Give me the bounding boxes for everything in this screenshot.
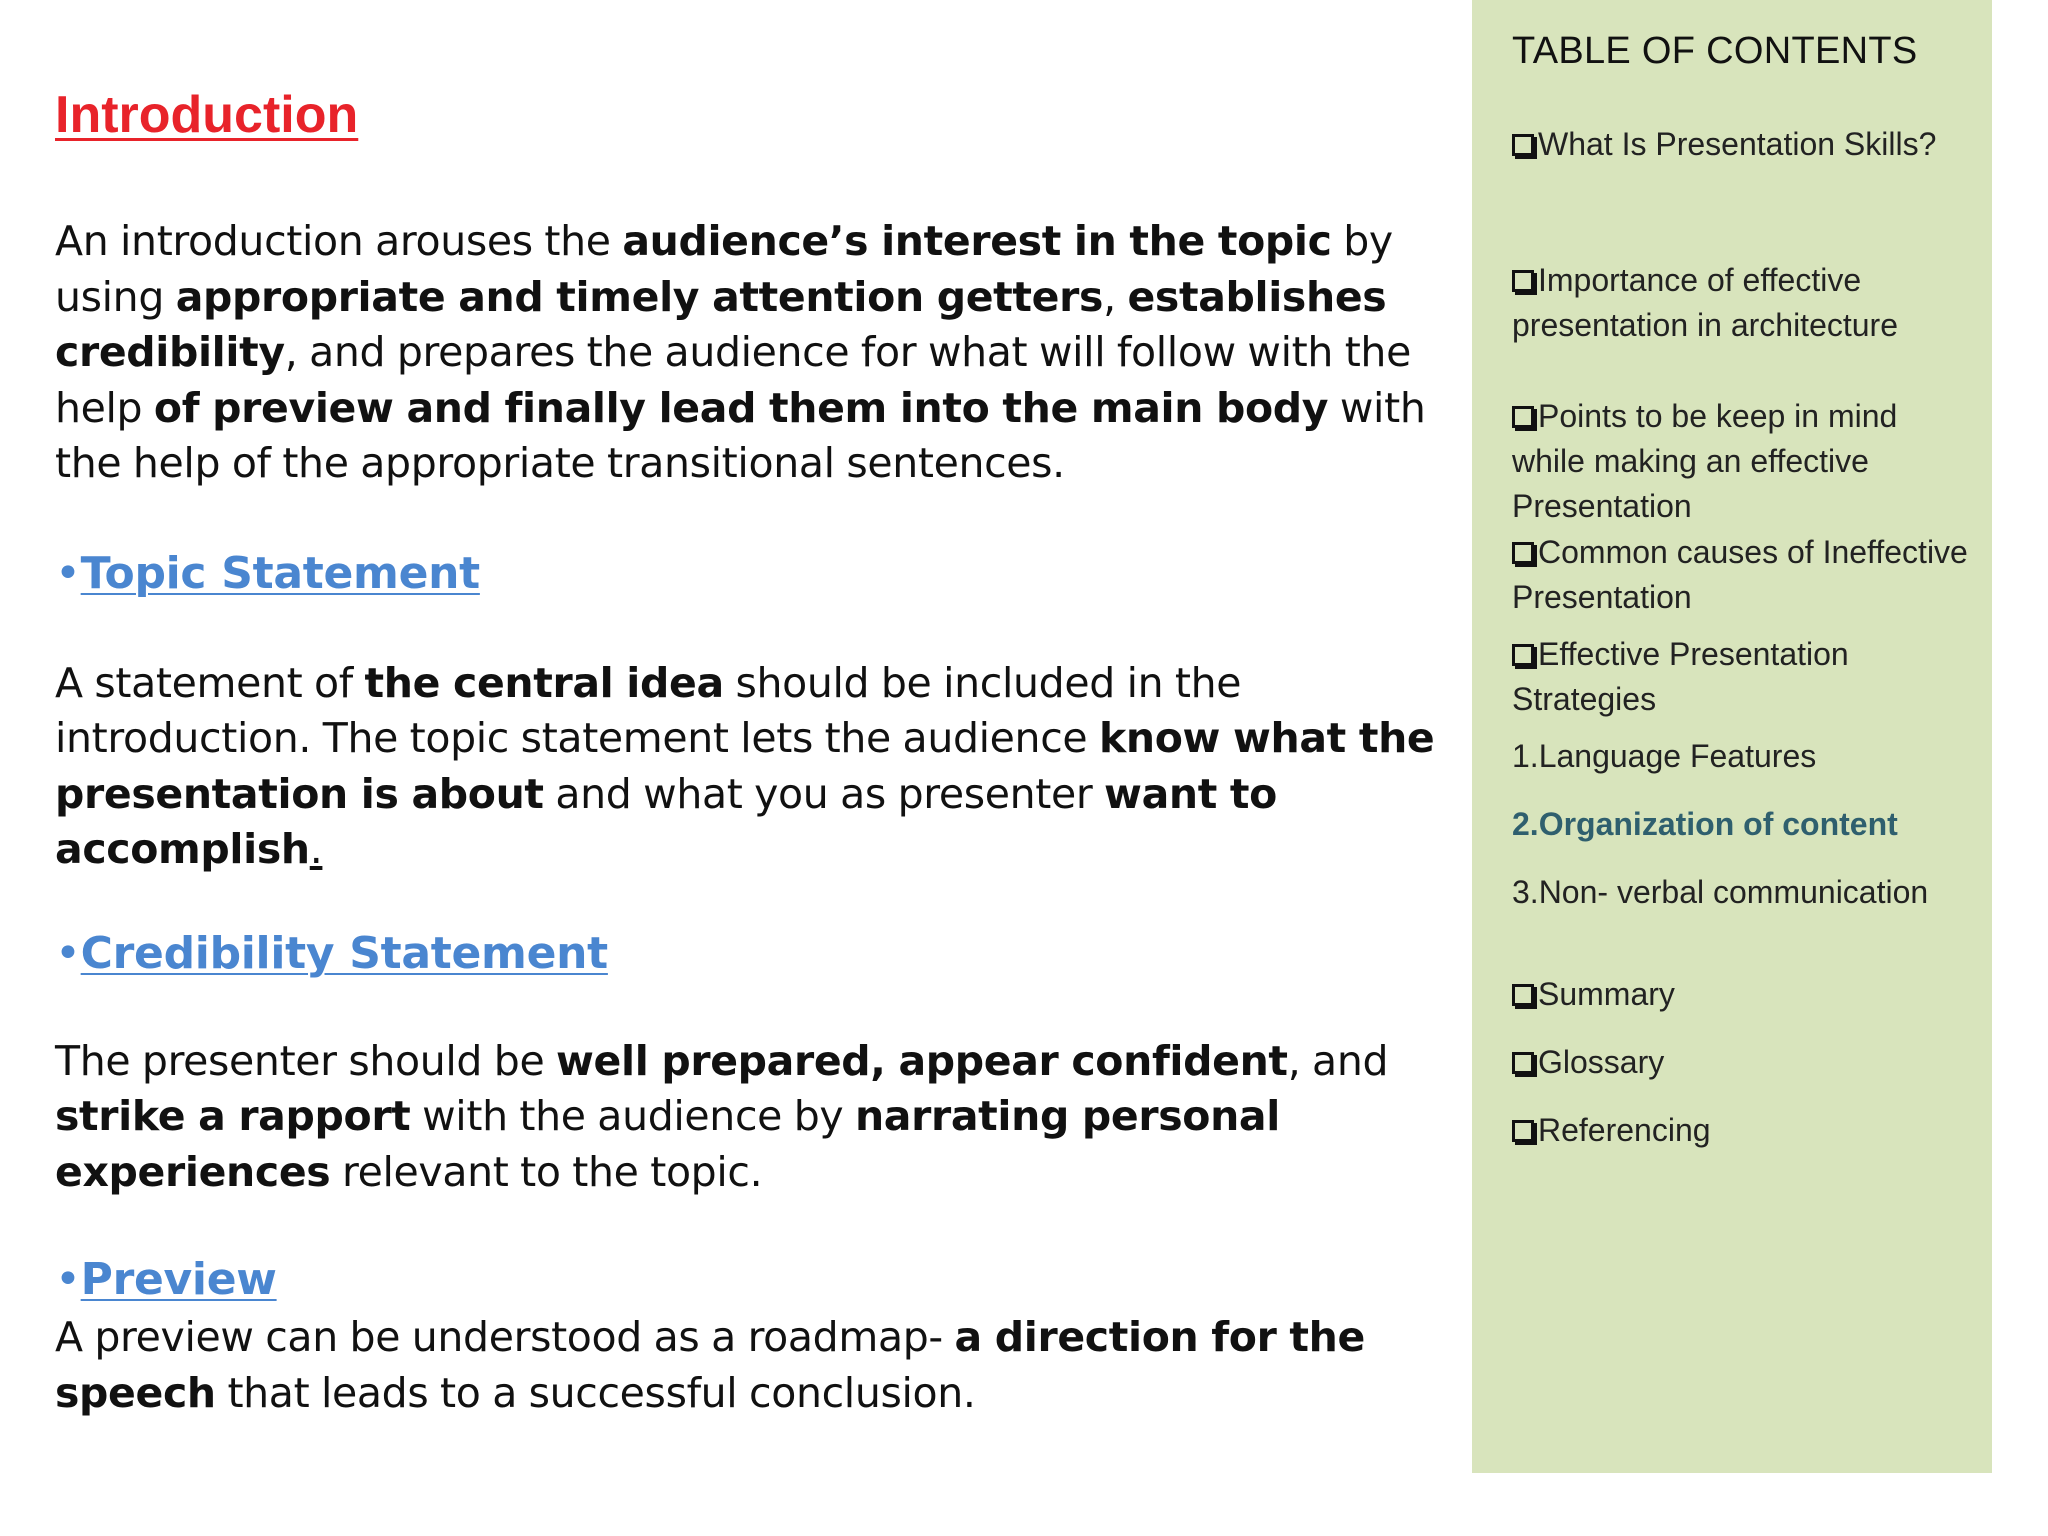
toc-item[interactable] xyxy=(1512,1108,1972,1153)
toc-item-label: 2.Organization of content xyxy=(1512,806,1898,842)
body-text: , and xyxy=(1287,1036,1389,1085)
toc-item-label: Glossary xyxy=(1538,1044,1665,1080)
emphasis-text: a direction for the speech xyxy=(55,1313,1365,1417)
emphasis-text: well prepared, appear confident xyxy=(556,1036,1288,1085)
credibility-statement-link[interactable]: Credibility Statement xyxy=(80,927,608,979)
emphasis-text: of preview and finally lead them into the main body xyxy=(153,383,1329,432)
bullet-icon: • xyxy=(55,1254,81,1305)
toc-item[interactable] xyxy=(1512,972,1972,1017)
body-text: , and prepares the audience for what will follow with the help xyxy=(55,328,1411,432)
body-text: with the help of the appropriate transitional sentences. xyxy=(55,383,1426,487)
checkbox-icon xyxy=(1512,644,1534,666)
emphasis-text: want to accomplish xyxy=(55,769,1277,873)
body-text: by using xyxy=(55,217,1393,321)
body-text: with the audience by xyxy=(410,1092,855,1140)
toc-item[interactable] xyxy=(1512,632,1972,722)
emphasis-text: establishes credibility xyxy=(55,272,1387,376)
checkbox-icon xyxy=(1512,1052,1534,1074)
toc-item[interactable] xyxy=(1512,394,1972,529)
toc-item-label: Summary xyxy=(1538,976,1675,1012)
emphasis-text: the central idea xyxy=(364,658,724,707)
toc-item-label: Effective Presentation Strategies xyxy=(1512,636,1849,717)
preview-heading[interactable] xyxy=(55,1250,1455,1310)
checkbox-icon xyxy=(1512,542,1534,564)
page-title: Introduction xyxy=(55,86,359,144)
body-text: An introduction arouses the xyxy=(55,217,623,265)
toc-title: TABLE OF CONTENTS xyxy=(1512,30,1918,72)
toc-item-label: 1.Language Features xyxy=(1512,738,1817,774)
body-text: A statement of xyxy=(55,658,365,707)
emphasis-text: know what the presentation is about xyxy=(55,714,1435,818)
body-text: The presenter should be xyxy=(55,1036,557,1085)
credibility-statement-heading[interactable] xyxy=(55,924,1455,984)
toc-item-label: Common causes of Ineffective Presentation xyxy=(1512,534,1968,615)
checkbox-icon xyxy=(1512,270,1534,292)
body-text: relevant to the topic. xyxy=(330,1147,763,1196)
body-text: that leads to a successful conclusion. xyxy=(215,1368,976,1417)
toc-item[interactable] xyxy=(1512,258,1972,348)
bullet-icon: • xyxy=(55,927,81,979)
checkbox-icon xyxy=(1512,1120,1534,1142)
emphasis-text: strike a rapport xyxy=(55,1092,411,1140)
toc-item-label: Importance of effective presentation in architecture xyxy=(1512,262,1898,343)
body-text: . xyxy=(309,825,323,873)
checkbox-icon xyxy=(1512,406,1534,428)
toc-item-label: Referencing xyxy=(1538,1112,1711,1148)
toc-item[interactable] xyxy=(1512,802,1972,847)
intro-paragraph xyxy=(55,214,1455,492)
toc-item[interactable] xyxy=(1512,870,1972,915)
body-text: should be included in the introduction. The topic statement lets the audience xyxy=(55,658,1242,762)
preview-link[interactable]: Preview xyxy=(80,1254,277,1305)
main-content xyxy=(55,78,1455,1421)
toc-item[interactable] xyxy=(1512,1040,1972,1085)
topic-statement-heading[interactable] xyxy=(55,544,1455,604)
checkbox-icon xyxy=(1512,984,1534,1006)
body-text: , xyxy=(1103,272,1128,321)
toc-item[interactable] xyxy=(1512,122,1972,167)
toc-item[interactable] xyxy=(1512,530,1972,620)
toc-item-label: 3.Non- verbal communication xyxy=(1512,874,1929,910)
topic-statement-link[interactable]: Topic Statement xyxy=(80,547,480,599)
credibility-statement-paragraph xyxy=(55,1034,1455,1201)
bullet-icon: • xyxy=(55,547,81,599)
emphasis-text: audience’s interest in the topic xyxy=(622,217,1332,265)
topic-statement-paragraph xyxy=(55,656,1455,878)
body-text: and what you as presenter xyxy=(543,769,1105,818)
toc-item[interactable] xyxy=(1512,734,1972,779)
body-text: A preview can be understood as a roadmap- xyxy=(55,1313,955,1361)
table-of-contents-panel xyxy=(1472,0,1992,1473)
emphasis-text: narrating personal experiences xyxy=(55,1092,1280,1196)
checkbox-icon xyxy=(1512,134,1534,156)
preview-paragraph xyxy=(55,1310,1455,1421)
toc-item-label: What Is Presentation Skills? xyxy=(1538,126,1937,162)
toc-item-label: Points to be keep in mind while making an effective Presentation xyxy=(1512,398,1898,524)
emphasis-text: appropriate and timely attention getters xyxy=(175,272,1104,321)
